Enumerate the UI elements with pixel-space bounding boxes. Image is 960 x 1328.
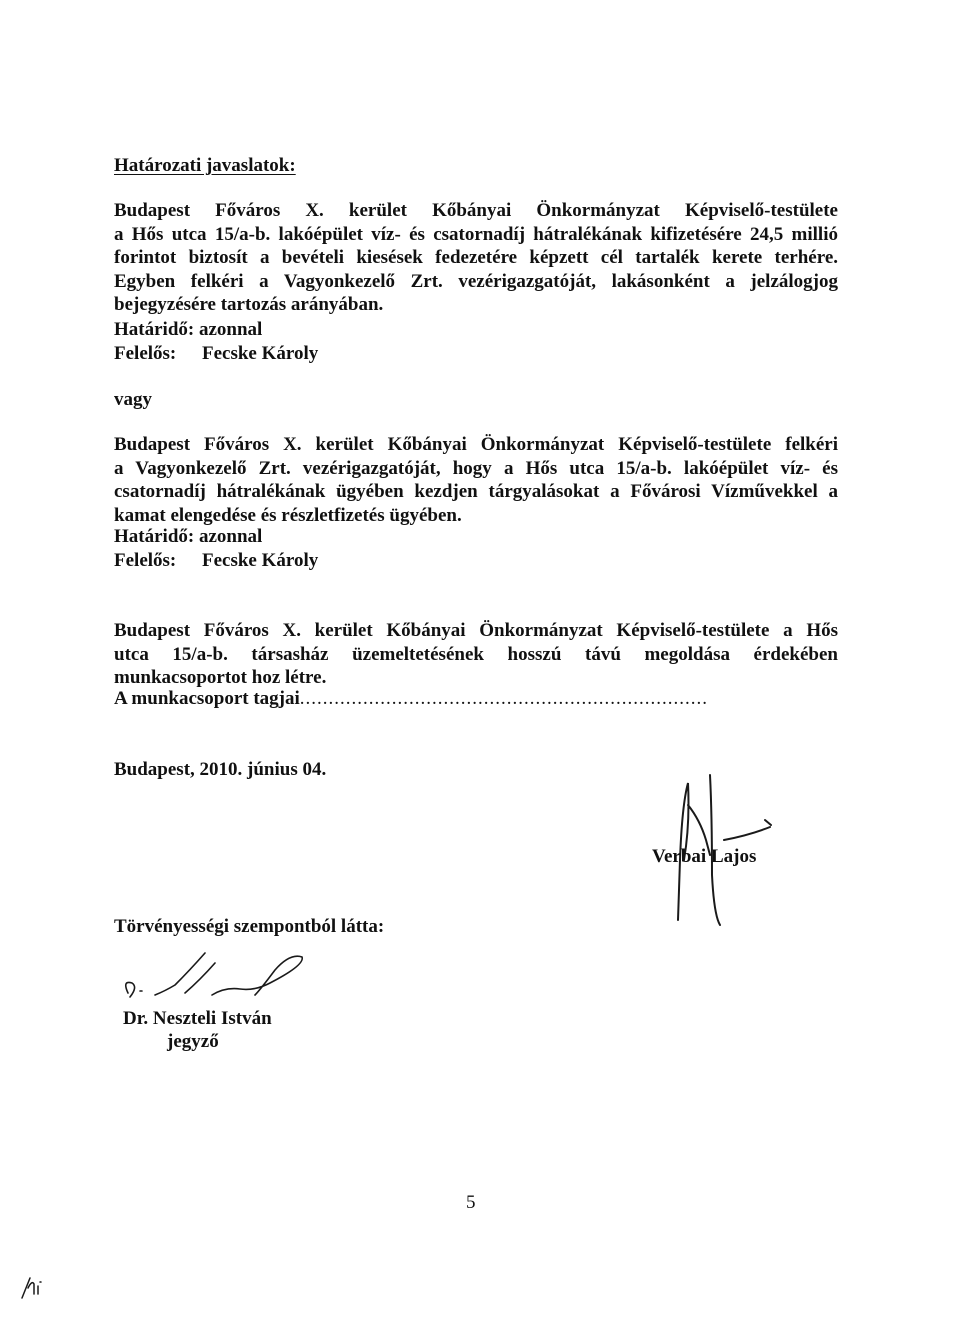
resolution-2-line: kamat elengedése és részletfizetés ügyében. — [114, 504, 462, 526]
page-heading: Határozati javaslatok: — [114, 155, 296, 176]
resolution-1-text — [114, 199, 838, 317]
resolution-2-deadline: Határidő: azonnal — [114, 526, 263, 547]
working-group-label: A munkacsoport tagjai — [114, 688, 300, 709]
notary-name: Dr. Neszteli István — [123, 1008, 272, 1029]
working-group-members — [114, 688, 838, 710]
separator-or: vagy — [114, 389, 152, 410]
responsible-label: Felelős: — [114, 343, 177, 364]
resolution-2-line: csatornadíj hátralékának ügyében kezdjen tárgyalásokat a Fővárosi Vízművekkel a — [114, 481, 838, 502]
resolution-3-line: utca 15/a-b. társasház üzemeltetésének hosszú távú megoldása érdekében — [114, 643, 838, 665]
resolution-2-line: a Vagyonkezelő Zrt. vezérigazgatóját, hogy a Hős utca 15/a-b. lakóépület víz- és — [114, 457, 838, 479]
legality-label: Törvényességi szempontból látta: — [114, 916, 385, 937]
resolution-1-line: a Hős utca 15/a-b. lakóépület víz- és csatornadíj hátralékának kifizetésére 24,5 millió — [114, 223, 838, 245]
resolution-1-deadline: Határidő: azonnal — [114, 319, 263, 340]
resolution-3-line: munkacsoportot hoz létre. — [114, 667, 327, 688]
notary-signature-icon — [120, 945, 320, 1010]
margin-initials-icon — [18, 1272, 58, 1302]
page-number: 5 — [466, 1192, 476, 1213]
resolution-3-text — [114, 619, 838, 690]
resolution-2-line: Budapest Főváros X. kerület Kőbányai Önkormányzat Képviselő-testülete felkéri — [114, 434, 838, 455]
responsible-name: Fecske Károly — [202, 550, 319, 571]
resolution-1-line: forintot biztosít a bevételi kiesések fedezetére képzett cél tartalék kerete terhére. — [114, 247, 838, 268]
resolution-1-line: Budapest Főváros X. kerület Kőbányai Önkormányzat Képviselő-testülete — [114, 200, 838, 221]
resolution-1-line: bejegyzésére tartozás arányában. — [114, 294, 384, 315]
responsible-label: Felelős: — [114, 550, 177, 571]
resolution-3-line: Budapest Főváros X. kerület Kőbányai Önkormányzat Képviselő-testülete a Hős — [114, 620, 838, 641]
resolution-1-responsible — [114, 343, 318, 365]
resolution-2-text — [114, 433, 838, 527]
resolution-1-line: Egyben felkéri a Vagyonkezelő Zrt. vezérigazgatóját, lakásonként a jelzálogjog — [114, 270, 838, 292]
responsible-name: Fecske Károly — [202, 343, 319, 364]
resolution-2-responsible — [114, 550, 318, 572]
working-group-leader-dots: ....................................................................... — [299, 688, 709, 709]
date-line: Budapest, 2010. június 04. — [114, 759, 327, 780]
mayor-name: Verbai Lajos — [652, 846, 757, 867]
notary-title: jegyző — [167, 1031, 219, 1052]
